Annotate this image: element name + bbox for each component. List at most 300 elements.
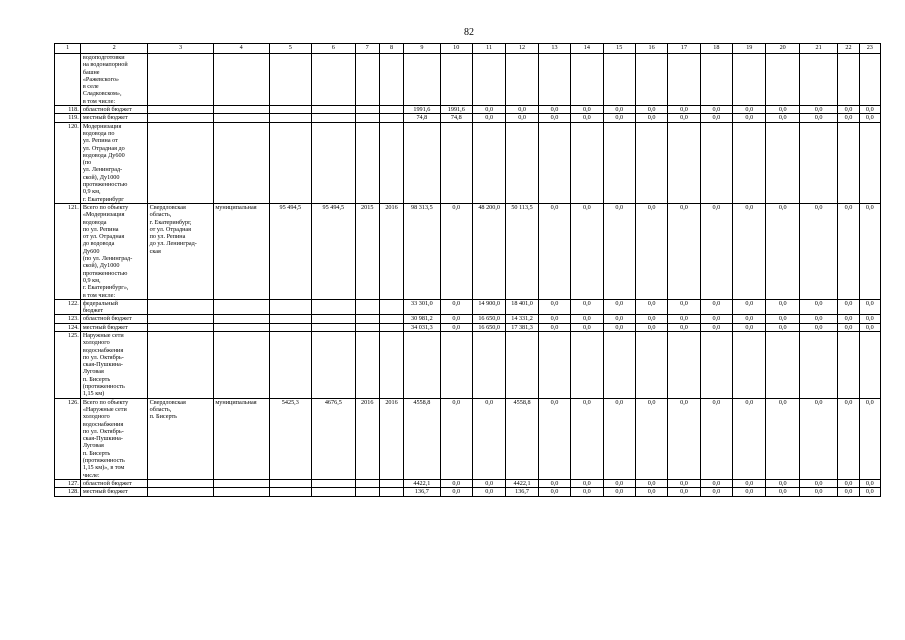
table-cell bbox=[213, 479, 269, 487]
table-cell: 119. bbox=[55, 114, 81, 122]
table-cell: 0,0 bbox=[859, 323, 880, 331]
table-cell: местный бюджет bbox=[81, 488, 148, 496]
table-cell: 48 200,0 bbox=[472, 203, 505, 299]
table-cell: 14 331,2 bbox=[506, 315, 538, 323]
table-cell: 2016 bbox=[379, 398, 403, 479]
table-cell bbox=[148, 331, 214, 398]
table-cell: 127. bbox=[55, 479, 81, 487]
table-cell: 0,0 bbox=[799, 106, 837, 114]
table-cell bbox=[635, 331, 667, 398]
table-cell: 0,0 bbox=[700, 299, 732, 315]
column-header: 8 bbox=[379, 44, 403, 54]
table-cell: 0,0 bbox=[766, 106, 799, 114]
budget-table bbox=[54, 43, 881, 497]
table-cell: 0,0 bbox=[799, 398, 837, 479]
table-cell: 0,0 bbox=[766, 299, 799, 315]
table-cell: 0,0 bbox=[538, 315, 570, 323]
table-cell: Наружные сети холодного водоснабжения по ул. Октябрь- ская-Пушкина- Луговая п. Бисерть (протяженность 1,15 км) bbox=[81, 331, 148, 398]
table-cell: федеральный бюджет bbox=[81, 299, 148, 315]
column-header: 9 bbox=[404, 44, 440, 54]
table-cell: 74,8 bbox=[404, 114, 440, 122]
table-row bbox=[55, 398, 881, 479]
table-cell: 0,0 bbox=[766, 315, 799, 323]
table-cell bbox=[269, 331, 312, 398]
table-cell: 0,0 bbox=[635, 299, 667, 315]
column-header: 21 bbox=[799, 44, 837, 54]
column-header: 20 bbox=[766, 44, 799, 54]
column-header: 1 bbox=[55, 44, 81, 54]
table-cell bbox=[668, 331, 700, 398]
table-cell: 0,0 bbox=[859, 299, 880, 315]
table-cell bbox=[148, 323, 214, 331]
table-cell: 0,0 bbox=[571, 203, 603, 299]
table-cell: 4676,5 bbox=[312, 398, 356, 479]
table-cell: 0,0 bbox=[799, 114, 837, 122]
table-cell: 0,0 bbox=[571, 488, 603, 496]
table-cell: 0,0 bbox=[440, 315, 472, 323]
table-cell bbox=[603, 54, 635, 106]
table-cell: 0,0 bbox=[571, 106, 603, 114]
table-cell bbox=[213, 122, 269, 203]
table-cell bbox=[355, 122, 379, 203]
table-cell bbox=[733, 331, 766, 398]
table-cell: 0,0 bbox=[440, 299, 472, 315]
table-cell bbox=[269, 54, 312, 106]
table-cell: 0,0 bbox=[538, 479, 570, 487]
table-cell: 0,0 bbox=[733, 114, 766, 122]
table-cell bbox=[379, 299, 403, 315]
table-cell: 17 381,3 bbox=[506, 323, 538, 331]
table-cell: 0,0 bbox=[799, 323, 837, 331]
table-cell: 0,0 bbox=[506, 114, 538, 122]
table-cell: 0,0 bbox=[571, 398, 603, 479]
table-cell: 0,0 bbox=[472, 479, 505, 487]
table-cell: 0,0 bbox=[668, 398, 700, 479]
table-cell: 4558,8 bbox=[506, 398, 538, 479]
table-cell: 0,0 bbox=[571, 114, 603, 122]
table-cell: 0,0 bbox=[538, 488, 570, 496]
table-cell bbox=[472, 122, 505, 203]
table-cell: 14 900,0 bbox=[472, 299, 505, 315]
table-cell: 121. bbox=[55, 203, 81, 299]
table-cell: Всего по объекту «Модернизация водовода по ул. Репина от ул. Отрадная до водовода Ду600 (по ул. Ленинград- ской), Ду1000 протяженностью 0,9 км, г. Екатеринбург», в том числе: bbox=[81, 203, 148, 299]
table-cell: 0,0 bbox=[635, 323, 667, 331]
table-cell bbox=[799, 331, 837, 398]
table-cell bbox=[571, 54, 603, 106]
table-cell bbox=[379, 54, 403, 106]
table-cell bbox=[472, 331, 505, 398]
table-cell: 0,0 bbox=[635, 203, 667, 299]
table-cell bbox=[506, 331, 538, 398]
table-row bbox=[55, 114, 881, 122]
table-cell bbox=[838, 331, 859, 398]
table-cell bbox=[440, 54, 472, 106]
table-cell: 95 494,5 bbox=[269, 203, 312, 299]
table-cell bbox=[355, 299, 379, 315]
table-cell bbox=[838, 122, 859, 203]
table-cell: 0,0 bbox=[700, 323, 732, 331]
column-header: 17 bbox=[668, 44, 700, 54]
column-header: 14 bbox=[571, 44, 603, 54]
table-cell: 0,0 bbox=[838, 323, 859, 331]
table-cell: 0,0 bbox=[440, 203, 472, 299]
table-cell bbox=[733, 54, 766, 106]
table-cell bbox=[766, 54, 799, 106]
table-cell bbox=[312, 331, 356, 398]
table-cell: 0,0 bbox=[733, 299, 766, 315]
table-cell bbox=[635, 54, 667, 106]
table-cell: 120. bbox=[55, 122, 81, 203]
column-header: 2 bbox=[81, 44, 148, 54]
table-cell: 0,0 bbox=[440, 488, 472, 496]
table-cell: 0,0 bbox=[668, 106, 700, 114]
table-cell: 0,0 bbox=[668, 488, 700, 496]
table-cell: 0,0 bbox=[733, 106, 766, 114]
table-cell: 0,0 bbox=[603, 114, 635, 122]
table-cell bbox=[213, 106, 269, 114]
table-cell: 0,0 bbox=[440, 479, 472, 487]
table-cell: 50 113,5 bbox=[506, 203, 538, 299]
table-cell bbox=[506, 122, 538, 203]
table-cell bbox=[269, 315, 312, 323]
table-cell bbox=[571, 122, 603, 203]
table-cell bbox=[148, 106, 214, 114]
table-cell bbox=[269, 299, 312, 315]
table-cell bbox=[355, 479, 379, 487]
table-cell bbox=[799, 54, 837, 106]
table-cell bbox=[538, 54, 570, 106]
table-cell bbox=[538, 122, 570, 203]
table-body bbox=[55, 44, 881, 497]
table-cell: 5425,3 bbox=[269, 398, 312, 479]
table-cell bbox=[571, 331, 603, 398]
table-cell bbox=[213, 114, 269, 122]
table-row bbox=[55, 54, 881, 106]
column-header: 13 bbox=[538, 44, 570, 54]
table-cell: 0,0 bbox=[506, 106, 538, 114]
table-cell: Всего по объекту «Наружные сети холодного водоснабжения по ул. Октябрь- ская-Пушкина- Луговая п. Бисерть (протяженность 1,15 км)», в том числе: bbox=[81, 398, 148, 479]
table-cell: 0,0 bbox=[859, 315, 880, 323]
table-cell: 0,0 bbox=[603, 106, 635, 114]
table-cell: 0,0 bbox=[838, 488, 859, 496]
table-cell: 0,0 bbox=[603, 479, 635, 487]
table-cell: 0,0 bbox=[733, 398, 766, 479]
table-cell: 0,0 bbox=[571, 299, 603, 315]
table-cell bbox=[312, 114, 356, 122]
table-cell: 4422,1 bbox=[404, 479, 440, 487]
column-header: 5 bbox=[269, 44, 312, 54]
table-cell: 4558,8 bbox=[404, 398, 440, 479]
table-cell bbox=[355, 315, 379, 323]
table-cell bbox=[148, 479, 214, 487]
table-cell: 0,0 bbox=[668, 323, 700, 331]
table-cell: муниципальная bbox=[213, 398, 269, 479]
table-cell: 0,0 bbox=[472, 114, 505, 122]
table-cell bbox=[472, 54, 505, 106]
table-cell bbox=[213, 488, 269, 496]
table-cell bbox=[213, 299, 269, 315]
table-cell: 0,0 bbox=[838, 315, 859, 323]
table-cell: 0,0 bbox=[859, 203, 880, 299]
table-row bbox=[55, 488, 881, 496]
table-cell: 0,0 bbox=[733, 203, 766, 299]
table-cell bbox=[312, 54, 356, 106]
table-cell bbox=[213, 331, 269, 398]
table-cell bbox=[355, 106, 379, 114]
table-cell: 0,0 bbox=[603, 323, 635, 331]
table-cell: местный бюджет bbox=[81, 114, 148, 122]
table-cell: 0,0 bbox=[472, 106, 505, 114]
table-cell: 0,0 bbox=[733, 488, 766, 496]
table-cell: 0,0 bbox=[635, 488, 667, 496]
table-cell: 30 981,2 bbox=[404, 315, 440, 323]
table-cell bbox=[668, 122, 700, 203]
column-header: 23 bbox=[859, 44, 880, 54]
table-cell: 98 313,5 bbox=[404, 203, 440, 299]
table-row bbox=[55, 331, 881, 398]
table-cell bbox=[269, 106, 312, 114]
table-row bbox=[55, 203, 881, 299]
table-cell bbox=[506, 54, 538, 106]
table-cell: 123. bbox=[55, 315, 81, 323]
table-cell: Свердловская область, г. Екатеринбург, от ул. Отрадная по ул. Репина до ул. Ленинград- ская bbox=[148, 203, 214, 299]
table-cell bbox=[538, 331, 570, 398]
table-cell: 0,0 bbox=[700, 315, 732, 323]
table-cell bbox=[148, 54, 214, 106]
table-cell: 4422,1 bbox=[506, 479, 538, 487]
table-cell: 0,0 bbox=[538, 203, 570, 299]
table-cell: 126. bbox=[55, 398, 81, 479]
table-cell: 0,0 bbox=[838, 114, 859, 122]
column-header: 10 bbox=[440, 44, 472, 54]
table-cell: 0,0 bbox=[766, 203, 799, 299]
table-cell bbox=[312, 323, 356, 331]
table-cell: областной бюджет bbox=[81, 315, 148, 323]
table-cell: водоподготовки на водонапорной башне «Ражевского» в селе Сладковском», в том числе: bbox=[81, 54, 148, 106]
table-cell bbox=[148, 488, 214, 496]
column-header: 6 bbox=[312, 44, 356, 54]
table-cell: 0,0 bbox=[668, 299, 700, 315]
table-cell: 0,0 bbox=[635, 114, 667, 122]
table-cell bbox=[859, 54, 880, 106]
column-header: 16 bbox=[635, 44, 667, 54]
table-cell bbox=[859, 331, 880, 398]
table-cell bbox=[148, 315, 214, 323]
table-cell: Модернизация водовода по ул. Репина от ул. Отрадная до водовода Ду600 (по ул. Ленинград- ской), Ду1000 протяженностью 0,9 км, г. Екатеринбург bbox=[81, 122, 148, 203]
table-cell bbox=[799, 122, 837, 203]
table-cell: 0,0 bbox=[766, 479, 799, 487]
table-cell: 0,0 bbox=[700, 203, 732, 299]
table-cell bbox=[379, 315, 403, 323]
table-cell: 34 031,3 bbox=[404, 323, 440, 331]
table-cell: 0,0 bbox=[440, 398, 472, 479]
table-cell: 2016 bbox=[379, 203, 403, 299]
column-header: 19 bbox=[733, 44, 766, 54]
table-cell bbox=[603, 331, 635, 398]
table-cell: 0,0 bbox=[733, 323, 766, 331]
table-header-row bbox=[55, 44, 881, 54]
table-cell: 0,0 bbox=[766, 398, 799, 479]
table-cell: 0,0 bbox=[635, 315, 667, 323]
table-cell bbox=[838, 54, 859, 106]
table-cell: муниципальная bbox=[213, 203, 269, 299]
column-header: 22 bbox=[838, 44, 859, 54]
table-cell bbox=[312, 479, 356, 487]
table-cell bbox=[379, 479, 403, 487]
table-cell bbox=[404, 331, 440, 398]
table-cell bbox=[312, 299, 356, 315]
table-row bbox=[55, 323, 881, 331]
table-cell bbox=[312, 122, 356, 203]
table-cell: 0,0 bbox=[859, 114, 880, 122]
table-cell: 0,0 bbox=[799, 299, 837, 315]
table-cell bbox=[379, 122, 403, 203]
table-cell bbox=[379, 488, 403, 496]
table-cell: 1991,6 bbox=[404, 106, 440, 114]
table-cell bbox=[379, 323, 403, 331]
table-cell: 0,0 bbox=[700, 106, 732, 114]
table-cell: 118. bbox=[55, 106, 81, 114]
table-cell: областной бюджет bbox=[81, 479, 148, 487]
table-cell: 0,0 bbox=[668, 479, 700, 487]
table-cell: 2015 bbox=[355, 203, 379, 299]
table-cell bbox=[213, 54, 269, 106]
table-cell: 0,0 bbox=[603, 398, 635, 479]
table-row bbox=[55, 479, 881, 487]
table-cell: 0,0 bbox=[571, 315, 603, 323]
table-cell: 0,0 bbox=[733, 315, 766, 323]
table-cell: 95 494,5 bbox=[312, 203, 356, 299]
table-cell bbox=[269, 122, 312, 203]
table-row bbox=[55, 299, 881, 315]
table-cell bbox=[148, 299, 214, 315]
table-row bbox=[55, 315, 881, 323]
table-cell bbox=[700, 54, 732, 106]
table-cell: 0,0 bbox=[668, 315, 700, 323]
table-cell bbox=[700, 122, 732, 203]
column-header: 18 bbox=[700, 44, 732, 54]
table-cell: 0,0 bbox=[838, 299, 859, 315]
table-cell: 0,0 bbox=[733, 479, 766, 487]
table-cell bbox=[269, 488, 312, 496]
column-header: 11 bbox=[472, 44, 505, 54]
table-cell bbox=[355, 54, 379, 106]
page-number: 82 bbox=[464, 27, 474, 38]
table-cell bbox=[355, 114, 379, 122]
table-cell: 0,0 bbox=[538, 299, 570, 315]
table-cell: 0,0 bbox=[668, 203, 700, 299]
table-cell: 0,0 bbox=[538, 398, 570, 479]
table-cell bbox=[440, 331, 472, 398]
table-cell bbox=[379, 106, 403, 114]
table-cell bbox=[269, 479, 312, 487]
table-cell: 0,0 bbox=[635, 479, 667, 487]
table-cell: 0,0 bbox=[838, 479, 859, 487]
table-cell: 128. bbox=[55, 488, 81, 496]
table-cell: 0,0 bbox=[472, 488, 505, 496]
table-cell: местный бюджет bbox=[81, 323, 148, 331]
table-cell: 124. bbox=[55, 323, 81, 331]
column-header: 4 bbox=[213, 44, 269, 54]
table-cell: 16 650,0 bbox=[472, 315, 505, 323]
table-cell bbox=[766, 122, 799, 203]
table-row bbox=[55, 106, 881, 114]
table-cell: 2016 bbox=[355, 398, 379, 479]
table-cell bbox=[148, 122, 214, 203]
table-cell: 0,0 bbox=[700, 114, 732, 122]
table-cell bbox=[355, 331, 379, 398]
table-cell bbox=[312, 488, 356, 496]
table-cell: 0,0 bbox=[538, 114, 570, 122]
table-cell: 74,8 bbox=[440, 114, 472, 122]
table-cell: 0,0 bbox=[799, 315, 837, 323]
table-cell bbox=[635, 122, 667, 203]
table-cell: 0,0 bbox=[571, 479, 603, 487]
table-cell: 0,0 bbox=[838, 106, 859, 114]
table-cell bbox=[440, 122, 472, 203]
table-cell bbox=[269, 323, 312, 331]
table-cell: 0,0 bbox=[538, 323, 570, 331]
table-cell: 0,0 bbox=[603, 488, 635, 496]
table-cell bbox=[404, 54, 440, 106]
table-cell: 0,0 bbox=[838, 398, 859, 479]
table-cell: 0,0 bbox=[635, 398, 667, 479]
table-cell: 0,0 bbox=[603, 315, 635, 323]
table-cell: 0,0 bbox=[766, 114, 799, 122]
table-cell: 0,0 bbox=[766, 323, 799, 331]
table-cell: 16 650,0 bbox=[472, 323, 505, 331]
table-cell bbox=[355, 323, 379, 331]
table-cell: 0,0 bbox=[700, 398, 732, 479]
table-cell bbox=[213, 323, 269, 331]
table-cell: Свердловская область, п. Бисерть bbox=[148, 398, 214, 479]
table-cell bbox=[859, 122, 880, 203]
column-header: 3 bbox=[148, 44, 214, 54]
table-cell: 0,0 bbox=[635, 106, 667, 114]
table-cell bbox=[379, 114, 403, 122]
table-cell bbox=[700, 331, 732, 398]
table-cell: 125. bbox=[55, 331, 81, 398]
table-cell: 0,0 bbox=[440, 323, 472, 331]
table-cell: 0,0 bbox=[859, 398, 880, 479]
table-cell: 0,0 bbox=[799, 488, 837, 496]
table-cell bbox=[733, 122, 766, 203]
table-row bbox=[55, 122, 881, 203]
table-cell: 122. bbox=[55, 299, 81, 315]
column-header: 15 bbox=[603, 44, 635, 54]
table-cell bbox=[766, 331, 799, 398]
column-header: 12 bbox=[506, 44, 538, 54]
table-cell bbox=[404, 122, 440, 203]
table-cell bbox=[213, 315, 269, 323]
table-cell: 0,0 bbox=[538, 106, 570, 114]
table-cell: 0,0 bbox=[700, 488, 732, 496]
table-cell bbox=[312, 106, 356, 114]
table-cell: 0,0 bbox=[571, 323, 603, 331]
table-cell: 0,0 bbox=[472, 398, 505, 479]
table-cell: 0,0 bbox=[859, 479, 880, 487]
table-cell: 136,7 bbox=[506, 488, 538, 496]
table-cell: 0,0 bbox=[838, 203, 859, 299]
table-cell: областной бюджет bbox=[81, 106, 148, 114]
table-cell bbox=[355, 488, 379, 496]
table-cell: 18 401,0 bbox=[506, 299, 538, 315]
table-cell: 0,0 bbox=[603, 203, 635, 299]
table-cell: 1991,6 bbox=[440, 106, 472, 114]
table-cell: 0,0 bbox=[859, 488, 880, 496]
table-cell bbox=[379, 331, 403, 398]
table-cell bbox=[668, 54, 700, 106]
